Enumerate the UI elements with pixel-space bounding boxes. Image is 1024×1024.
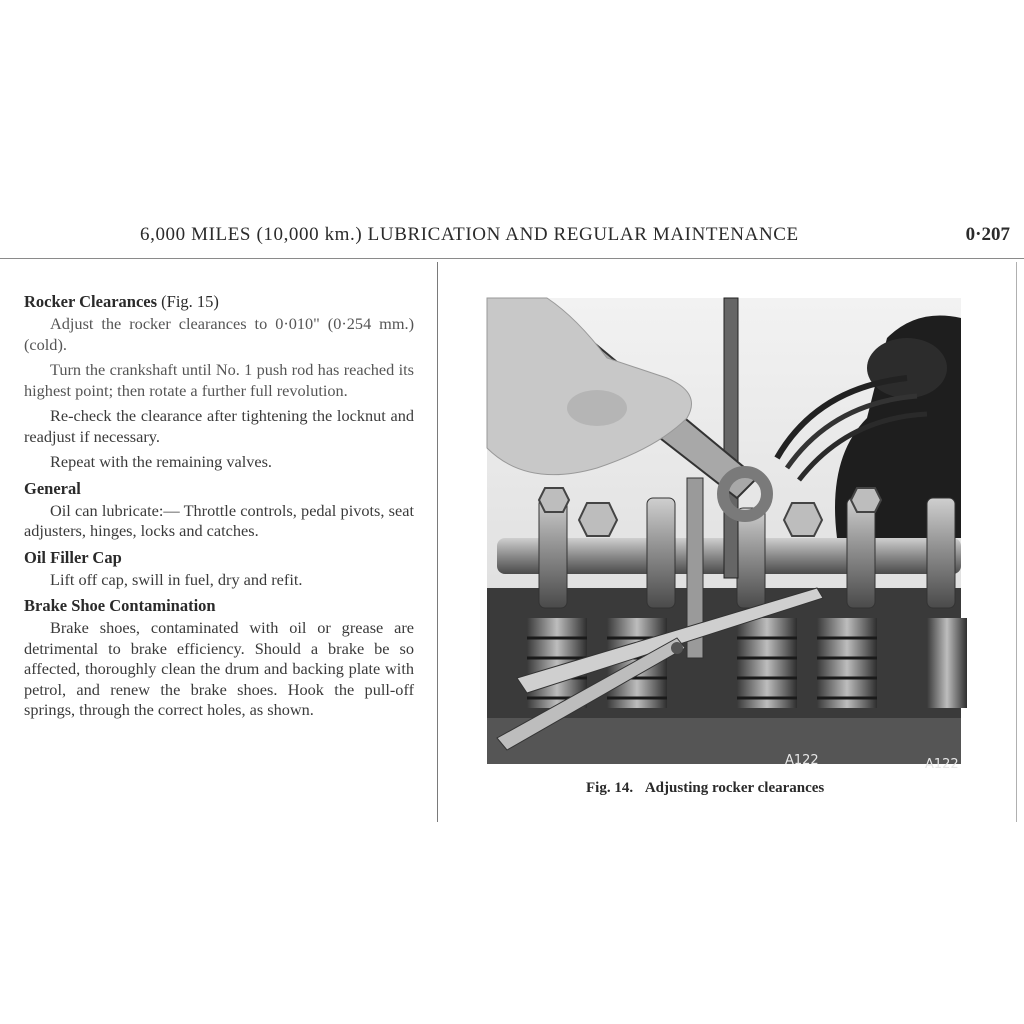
section-heading-text: General bbox=[24, 478, 81, 498]
engine-photo-illustration bbox=[487, 298, 961, 772]
running-head bbox=[0, 220, 1024, 256]
text-column bbox=[24, 292, 414, 727]
paragraph: Adjust the rocker clearances to 0·010" (0·254 mm.) (cold). bbox=[24, 314, 414, 354]
page-header-title: 6,000 MILES (10,000 km.) LUBRICATION AND REGULAR MAINTENANCE bbox=[140, 224, 799, 245]
section-rocker-clearances bbox=[24, 292, 414, 473]
paragraph: Re-check the clearance after tightening the locknut and readjust if necessary. bbox=[24, 406, 414, 446]
photo-label-partial: A122 bbox=[925, 757, 959, 772]
section-heading bbox=[24, 596, 414, 616]
section-brake-shoe-contamination bbox=[24, 596, 414, 721]
paragraph: Repeat with the remaining valves. bbox=[50, 452, 272, 471]
figure-photo bbox=[487, 298, 961, 772]
section-heading bbox=[24, 548, 414, 568]
figure-caption-text: Adjusting rocker clearances bbox=[644, 780, 825, 796]
photo-label: A122 bbox=[785, 753, 819, 768]
paragraph: Oil can lubricate:— Throttle controls, pedal pivots, seat adjusters, hinges, locks and catches. bbox=[24, 500, 414, 540]
section-oil-filler-cap bbox=[24, 548, 414, 591]
header-rule bbox=[0, 258, 1024, 259]
page-number: 0·207 bbox=[965, 224, 1010, 245]
figure-number: Fig. 14. bbox=[586, 780, 634, 796]
section-heading-text: Oil Filler Cap bbox=[24, 547, 122, 567]
section-general bbox=[24, 479, 414, 542]
right-edge-rule bbox=[1016, 262, 1017, 822]
section-heading bbox=[24, 292, 414, 312]
section-heading-ref: (Fig. 15) bbox=[161, 292, 219, 311]
paragraph: Brake shoes, contaminated with oil or grease are detrimental to brake efficiency. Should a brake be so affected, thoroughly clean the drum and backing plate with petrol, and renew the brake shoes. Hook the pull-off springs, through the correct holes, as shown. bbox=[24, 618, 414, 719]
paragraph: Turn the crankshaft until No. 1 push rod has reached its highest point; then rotate a further full revolution. bbox=[24, 360, 414, 400]
section-heading bbox=[24, 479, 414, 499]
column-divider bbox=[437, 262, 438, 822]
paragraph: Lift off cap, swill in fuel, dry and refit. bbox=[50, 569, 303, 589]
figure-caption bbox=[586, 780, 824, 797]
section-heading-text: Rocker Clearances bbox=[24, 292, 158, 311]
section-heading-text: Brake Shoe Contamination bbox=[24, 596, 216, 615]
